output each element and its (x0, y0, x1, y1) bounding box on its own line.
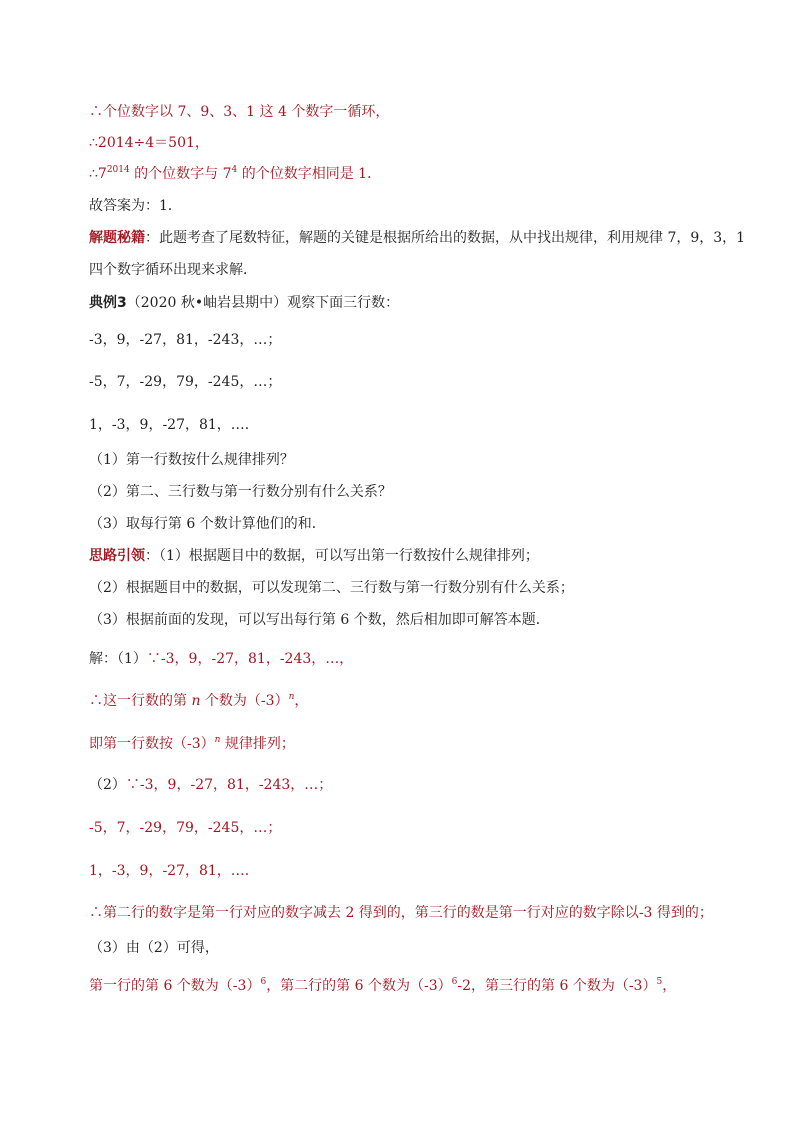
text: ∵-3，9，-27，81，-243，…； (125, 777, 333, 793)
tips-label: 解题秘籍 (89, 230, 145, 246)
text: （2）第二、三行数与第一行数分别有什么关系？ (89, 484, 392, 500)
variable: n (191, 693, 201, 709)
text: （3）根据前面的发现，可以写出每行第 6 个数，然后相加即可解答本题． (89, 612, 550, 628)
answer-line (89, 196, 182, 216)
answer-text: 故答案为：1． (89, 198, 182, 214)
solution-step-4 (89, 775, 332, 795)
hint-line-2 (89, 578, 574, 598)
solution-step-9 (89, 976, 676, 996)
exponent: 6 (260, 977, 267, 987)
sequence-row-2 (89, 372, 281, 392)
exponent: 6 (451, 977, 458, 987)
text: （1）第一行数按什么规律排列？ (89, 452, 294, 468)
text: 即第一行数按（-3） (89, 736, 215, 752)
text: -5，7，-29，79，-245，…； (89, 820, 282, 836)
exponent: 4 (231, 165, 238, 175)
text: -2，第三行的第 6 个数为（-3） (457, 978, 657, 994)
solution-step-3 (89, 734, 295, 754)
solution-step-2 (89, 691, 308, 711)
hint-label: 思路引领 (89, 548, 145, 564)
text: （2） (89, 777, 126, 793)
text: -3，9，-27，81，-243，…； (89, 332, 282, 348)
tips-text: ：此题考查了尾数特征，解题的关键是根据所给出的数据，从中找出规律，利用规律 7，9，3，1 (145, 230, 746, 246)
question-2 (89, 482, 392, 502)
example-source: （2020 秋•岫岩县期中）观察下面三行数： (126, 295, 400, 311)
text: 得到的； (652, 905, 713, 921)
example-heading (89, 293, 399, 313)
tips-continuation (89, 260, 257, 280)
tips-text: 四个数字循环出现来求解． (89, 262, 257, 278)
solution-step-1 (89, 649, 353, 669)
solution-division-line (89, 133, 209, 153)
text: -3 (638, 905, 653, 921)
text: ，第二行的第 6 个数为（-3） (266, 978, 452, 994)
text: ∴2014÷4＝501， (89, 135, 209, 151)
text: ∴个位数字以 7、9、3、1 这 4 个数字一循环， (89, 104, 390, 120)
text: 1，-3，9，-27，81，…. (89, 863, 250, 879)
text: 个数为（-3） (200, 693, 289, 709)
solution-step-8 (89, 938, 219, 958)
text: -5，7，-29，79，-245，…； (89, 374, 282, 390)
sequence-row-3 (89, 415, 249, 435)
text: ， (294, 693, 309, 709)
text: 的个位数字与 7 (129, 166, 232, 182)
text: （2）根据题目中的数据，可以发现第二、三行数与第一行数分别有什么关系； (89, 580, 574, 596)
solution-step-7 (89, 903, 713, 923)
exponent: n (288, 692, 295, 702)
text: ∴这一行数的第 (89, 693, 192, 709)
text: （3）取每行第 6 个数计算他们的和． (89, 516, 326, 532)
tips-line (89, 228, 745, 248)
solution-cycle-line (89, 102, 389, 122)
question-1 (89, 450, 294, 470)
text: ∴第二行的数字是第一行对应的数字减去 2 得到的，第三行的数是第一行对应的数字除以 (89, 905, 639, 921)
hint-line-3 (89, 610, 550, 630)
text: ∵-3，9，-27，81，-243，…， (146, 651, 354, 667)
exponent: 2014 (106, 165, 130, 175)
text: ∴7 (89, 166, 107, 182)
text: 第一行的第 6 个数为（-3） (89, 978, 261, 994)
sequence-row-1 (89, 330, 281, 350)
hint-line-1 (89, 546, 539, 566)
text: ， (662, 978, 677, 994)
text: （3）由（2）可得， (89, 940, 219, 956)
text: 解：（1） (89, 651, 147, 667)
question-3 (89, 514, 326, 534)
solution-step-6 (89, 861, 249, 881)
exponent: 5 (656, 977, 663, 987)
text: 1，-3，9，-27，81，…. (89, 417, 250, 433)
exponent: n (214, 735, 221, 745)
solution-step-5 (89, 818, 281, 838)
solution-conclusion-line (89, 164, 381, 184)
text: 的个位数字相同是 1． (237, 166, 382, 182)
text: 规律排列； (220, 736, 295, 752)
example-label: 典例3 (89, 295, 127, 311)
text: ：（1）根据题目中的数据，可以写出第一行数按什么规律排列； (145, 548, 539, 564)
